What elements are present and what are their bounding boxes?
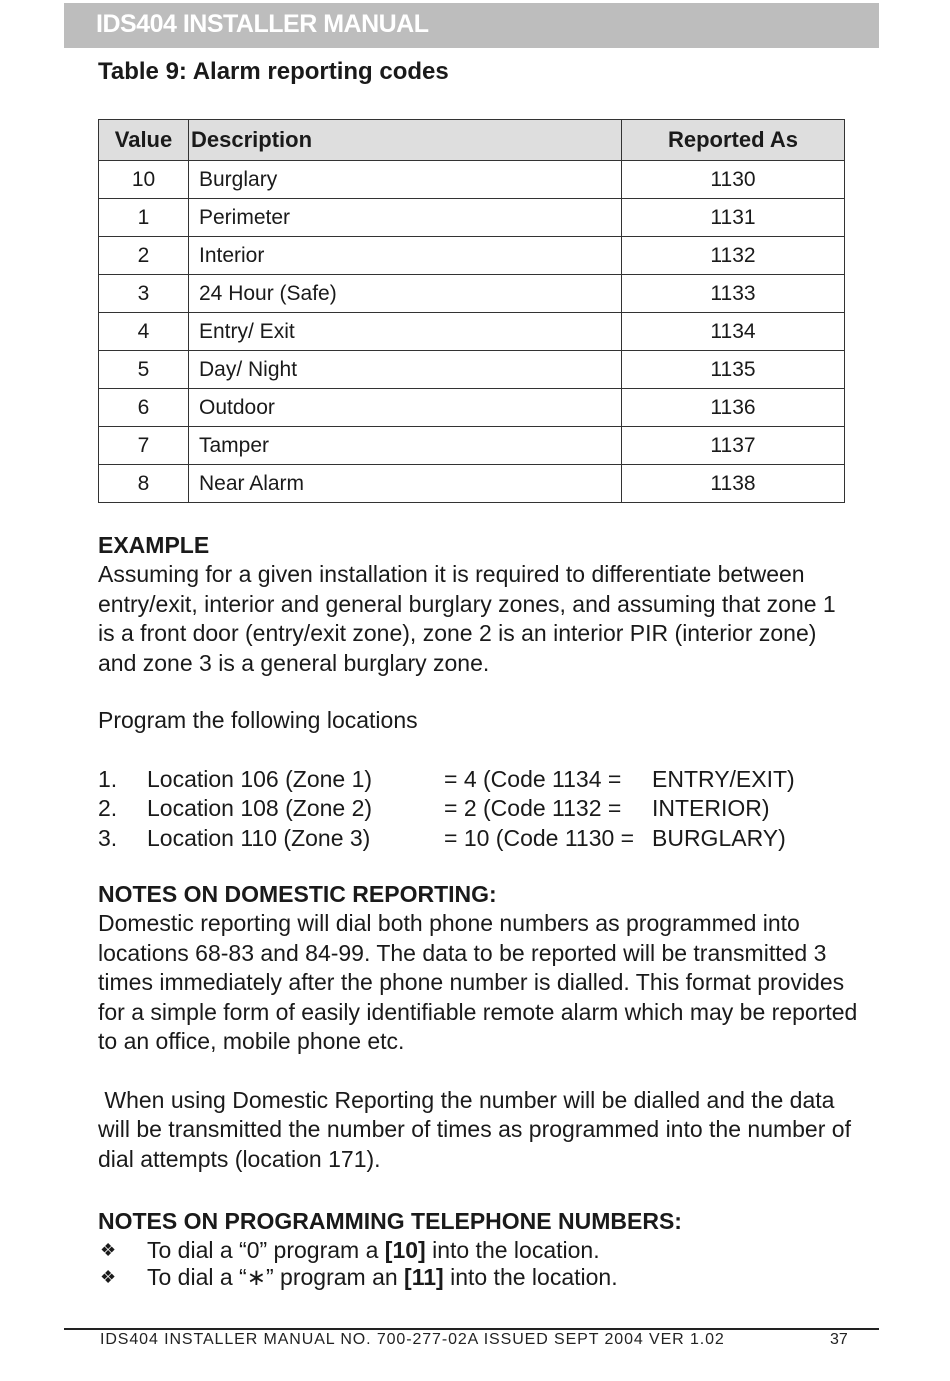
table-row bbox=[99, 427, 845, 465]
step-number: 3. bbox=[98, 824, 118, 851]
program-text: Program the following locations bbox=[98, 707, 418, 733]
step-value: = 2 (Code 1132 = bbox=[444, 795, 622, 822]
cell-description: Interior bbox=[189, 237, 622, 275]
bullet-text: To dial a “∗” program an [11] into the location. bbox=[147, 1264, 618, 1290]
cell-reported-as: 1136 bbox=[622, 389, 845, 427]
step-number: 2. bbox=[98, 795, 118, 822]
table-row bbox=[99, 237, 845, 275]
telephone-heading: NOTES ON PROGRAMMING TELEPHONE NUMBERS: bbox=[98, 1208, 682, 1234]
cell-value: 2 bbox=[99, 237, 189, 275]
column-header-description: Description bbox=[189, 120, 622, 161]
cell-value: 10 bbox=[99, 161, 189, 199]
cell-reported-as: 1132 bbox=[622, 237, 845, 275]
list-item bbox=[98, 1264, 858, 1291]
program-steps-list bbox=[98, 765, 858, 853]
cell-value: 3 bbox=[99, 275, 189, 313]
cell-reported-as: 1133 bbox=[622, 275, 845, 313]
footer-text: IDS404 INSTALLER MANUAL NO. 700-277-02A ISSUED SEPT 2004 VER 1.02 bbox=[100, 1331, 725, 1348]
cell-value: 1 bbox=[99, 199, 189, 237]
step-code: ENTRY/EXIT) bbox=[652, 766, 795, 792]
cell-description: Outdoor bbox=[189, 389, 622, 427]
column-header-value: Value bbox=[99, 120, 189, 161]
table-row bbox=[99, 161, 845, 199]
bullet-text: To dial a “0” program a [10] into the location. bbox=[147, 1237, 600, 1263]
table-row bbox=[99, 199, 845, 237]
table-row bbox=[99, 351, 845, 389]
cell-value: 6 bbox=[99, 389, 189, 427]
cell-reported-as: 1134 bbox=[622, 313, 845, 351]
alarm-codes-table bbox=[98, 119, 845, 503]
list-item bbox=[98, 794, 858, 823]
cell-value: 7 bbox=[99, 427, 189, 465]
table-row bbox=[99, 389, 845, 427]
table-row bbox=[99, 465, 845, 503]
example-section bbox=[98, 531, 858, 678]
table-header-row bbox=[99, 120, 845, 161]
cell-description: 24 Hour (Safe) bbox=[189, 275, 622, 313]
list-item bbox=[98, 824, 858, 853]
footer-divider bbox=[64, 1328, 879, 1330]
domestic-paragraph-1: Domestic reporting will dial both phone numbers as programmed into locations 68-83 and 84-99. The data to be reported will be transmitted 3 times immediately after the phone number is dialled. This format provides for a simple form of easily identifiable remote alarm which may be reported to an office, mobile phone etc. bbox=[98, 910, 858, 1055]
step-number: 1. bbox=[98, 766, 118, 792]
cell-description: Perimeter bbox=[189, 199, 622, 237]
telephone-notes-list bbox=[98, 1237, 858, 1291]
step-location: Location 108 (Zone 2) bbox=[147, 795, 373, 822]
cell-reported-as: 1135 bbox=[622, 351, 845, 389]
cell-description: Tamper bbox=[189, 427, 622, 465]
domestic-reporting-section bbox=[98, 880, 858, 1056]
cell-reported-as: 1138 bbox=[622, 465, 845, 503]
header-bar bbox=[64, 3, 879, 48]
cell-description: Day/ Night bbox=[189, 351, 622, 389]
list-item bbox=[98, 1237, 858, 1264]
diamond-cluster-icon: ❖ bbox=[100, 1240, 117, 1260]
table-row bbox=[99, 313, 845, 351]
diamond-cluster-icon: ❖ bbox=[100, 1267, 117, 1287]
cell-reported-as: 1137 bbox=[622, 427, 845, 465]
list-item bbox=[98, 765, 858, 794]
example-paragraph: Assuming for a given installation it is required to differentiate between entry/exit, interior and general burglary zones, and assuming that zone 1 is a front door (entry/exit zone), zone 2 is an interior PIR (interior zone) and zone 3 is a general burglary zone. bbox=[98, 561, 836, 676]
column-header-reported-as: Reported As bbox=[622, 120, 845, 161]
table-title: Table 9: Alarm reporting codes bbox=[98, 58, 449, 85]
step-value: = 4 (Code 1134 = bbox=[444, 766, 622, 792]
example-heading: EXAMPLE bbox=[98, 532, 210, 558]
step-location: Location 110 (Zone 3) bbox=[147, 824, 371, 851]
cell-value: 4 bbox=[99, 313, 189, 351]
step-code: INTERIOR) bbox=[652, 795, 770, 822]
cell-description: Burglary bbox=[189, 161, 622, 199]
domestic-paragraph-2: When using Domestic Reporting the number will be dialled and the data will be transmitted the number of times as programmed into the number of dial attempts (location 171). bbox=[98, 1087, 858, 1172]
table-row bbox=[99, 275, 845, 313]
step-code: BURGLARY) bbox=[652, 824, 786, 851]
cell-description: Near Alarm bbox=[189, 465, 622, 503]
step-value: = 10 (Code 1130 = bbox=[444, 824, 635, 851]
cell-value: 5 bbox=[99, 351, 189, 389]
cell-reported-as: 1130 bbox=[622, 161, 845, 199]
header-title: IDS404 INSTALLER MANUAL bbox=[96, 10, 429, 38]
domestic-heading: NOTES ON DOMESTIC REPORTING: bbox=[98, 881, 497, 907]
page-number: 37 bbox=[830, 1331, 848, 1348]
step-location: Location 106 (Zone 1) bbox=[147, 766, 373, 792]
cell-value: 8 bbox=[99, 465, 189, 503]
cell-reported-as: 1131 bbox=[622, 199, 845, 237]
cell-description: Entry/ Exit bbox=[189, 313, 622, 351]
